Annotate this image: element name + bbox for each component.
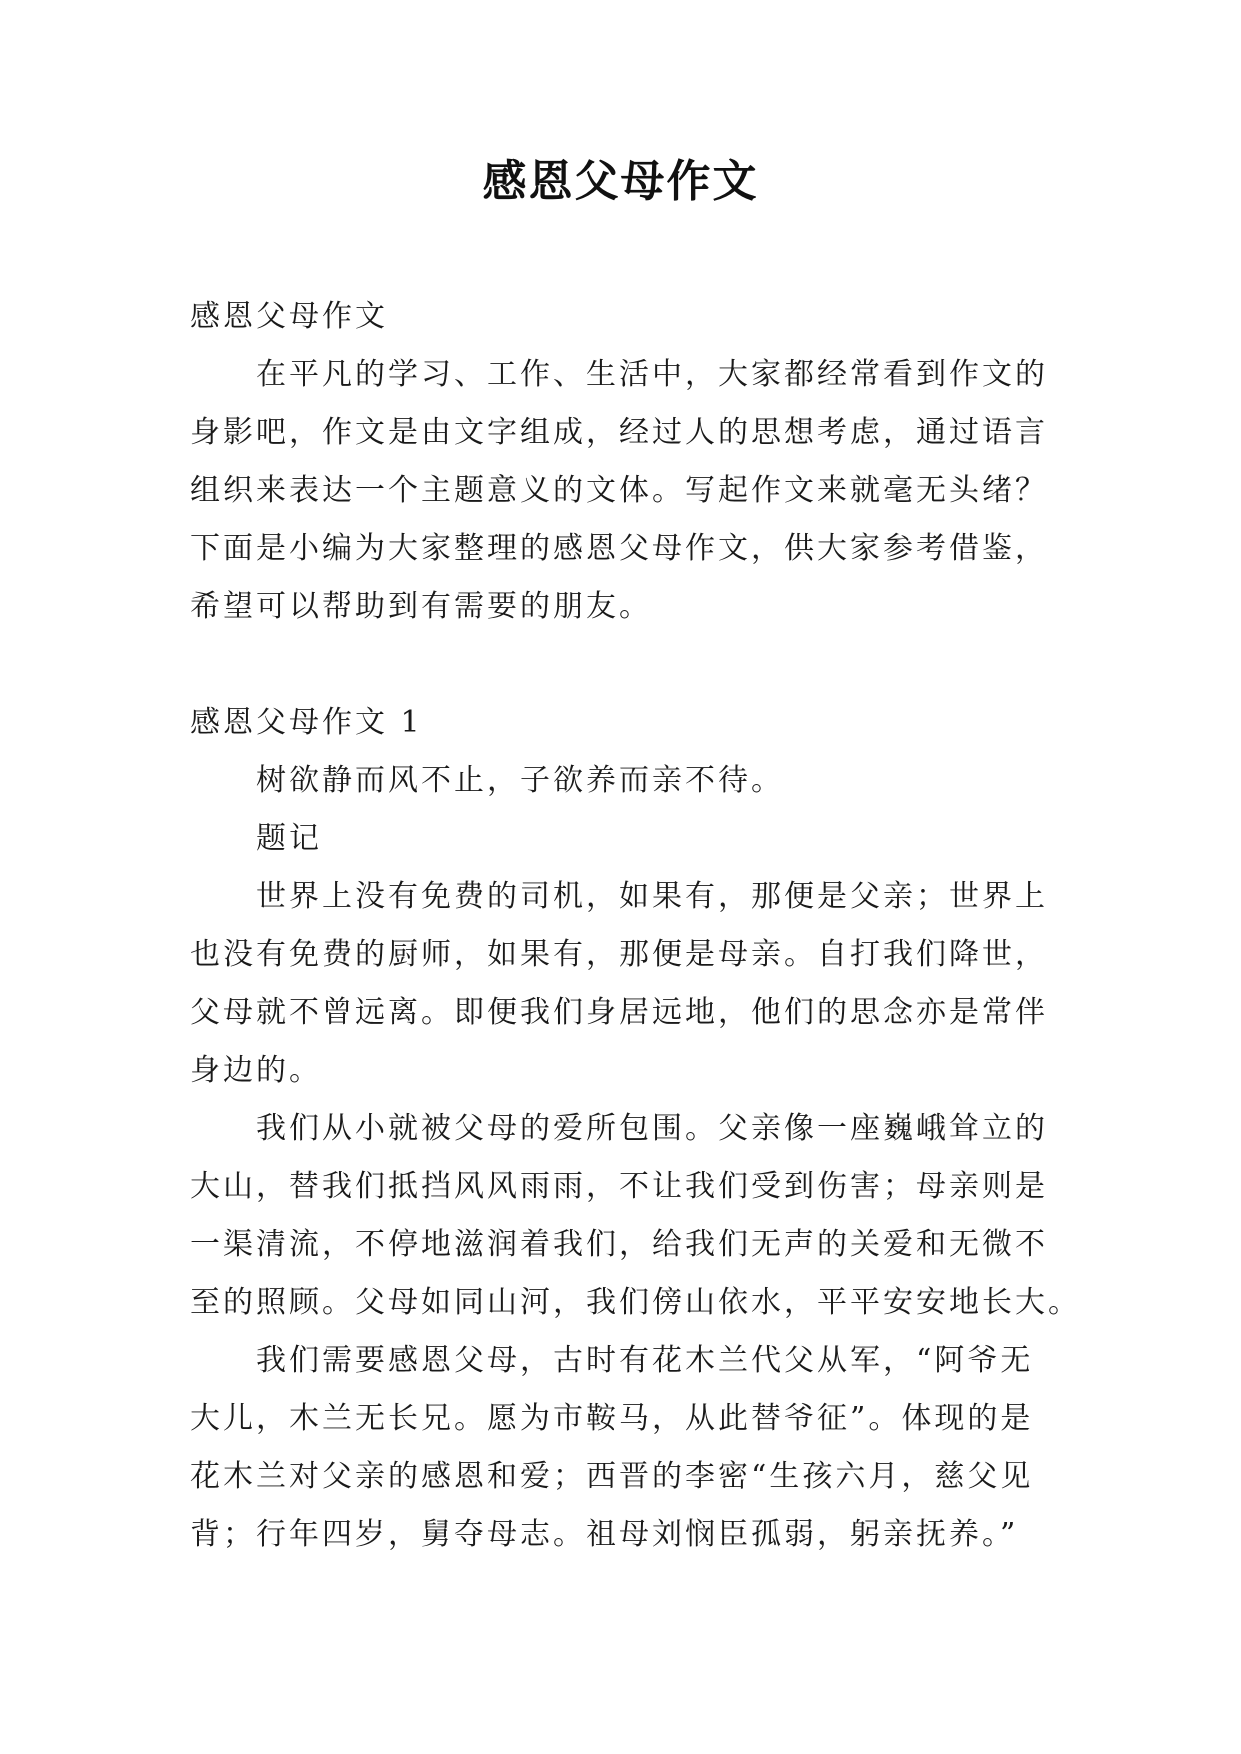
intro-line: 在平凡的学习、工作、生活中，大家都经常看到作文的 bbox=[256, 357, 1048, 392]
paragraph-line: 我们从小就被父母的爱所包围。父亲像一座巍峨耸立的 bbox=[256, 1111, 1048, 1146]
paragraph-line: 花木兰对父亲的感恩和爱；西晋的李密“生孩六月，慈父见 bbox=[190, 1459, 1034, 1494]
paragraph-line: 身边的。 bbox=[190, 1053, 322, 1088]
intro-line: 希望可以帮助到有需要的朋友。 bbox=[190, 589, 652, 624]
section-heading: 感恩父母作文 1 bbox=[190, 705, 423, 740]
epigraph-quote: 树欲静而风不止，子欲养而亲不待。 bbox=[256, 763, 784, 798]
paragraph-line: 背；行年四岁，舅夺母志。祖母刘悯臣孤弱，躬亲抚养。” bbox=[190, 1517, 1019, 1552]
intro-heading: 感恩父母作文 bbox=[190, 299, 388, 334]
intro-line: 身影吧，作文是由文字组成，经过人的思想考虑，通过语言 bbox=[190, 415, 1048, 450]
body-paragraph-1 bbox=[190, 868, 1062, 1100]
paragraph-line: 世界上没有免费的司机，如果有，那便是父亲；世界上 bbox=[256, 879, 1048, 914]
intro-line: 下面是小编为大家整理的感恩父母作文，供大家参考借鉴， bbox=[190, 531, 1048, 566]
paragraph-line: 大儿，木兰无长兄。愿为市鞍马，从此替爷征”。体现的是 bbox=[190, 1401, 1034, 1436]
paragraph-line: 至的照顾。父母如同山河，我们傍山依水，平平安安地长大。 bbox=[190, 1285, 1081, 1320]
paragraph-line: 也没有免费的厨师，如果有，那便是母亲。自打我们降世， bbox=[190, 937, 1048, 972]
body-paragraph-3 bbox=[190, 1332, 1062, 1564]
intro-line: 组织来表达一个主题意义的文体。写起作文来就毫无头绪？ bbox=[190, 473, 1048, 508]
document-title: 感恩父母作文 bbox=[482, 156, 759, 207]
document-body bbox=[190, 288, 1081, 1564]
body-paragraph-2 bbox=[190, 1100, 1081, 1332]
epigraph-label: 题记 bbox=[256, 821, 322, 856]
paragraph-line: 父母就不曾远离。即便我们身居远地，他们的思念亦是常伴 bbox=[190, 995, 1048, 1030]
paragraph-spacer bbox=[190, 636, 1062, 694]
paragraph-line: 我们需要感恩父母，古时有花木兰代父从军，“阿爷无 bbox=[256, 1343, 1034, 1378]
intro-paragraph bbox=[190, 346, 1062, 636]
paragraph-line: 大山，替我们抵挡风风雨雨，不让我们受到伤害；母亲则是 bbox=[190, 1169, 1048, 1204]
paragraph-line: 一渠清流，不停地滋润着我们，给我们无声的关爱和无微不 bbox=[190, 1227, 1048, 1262]
